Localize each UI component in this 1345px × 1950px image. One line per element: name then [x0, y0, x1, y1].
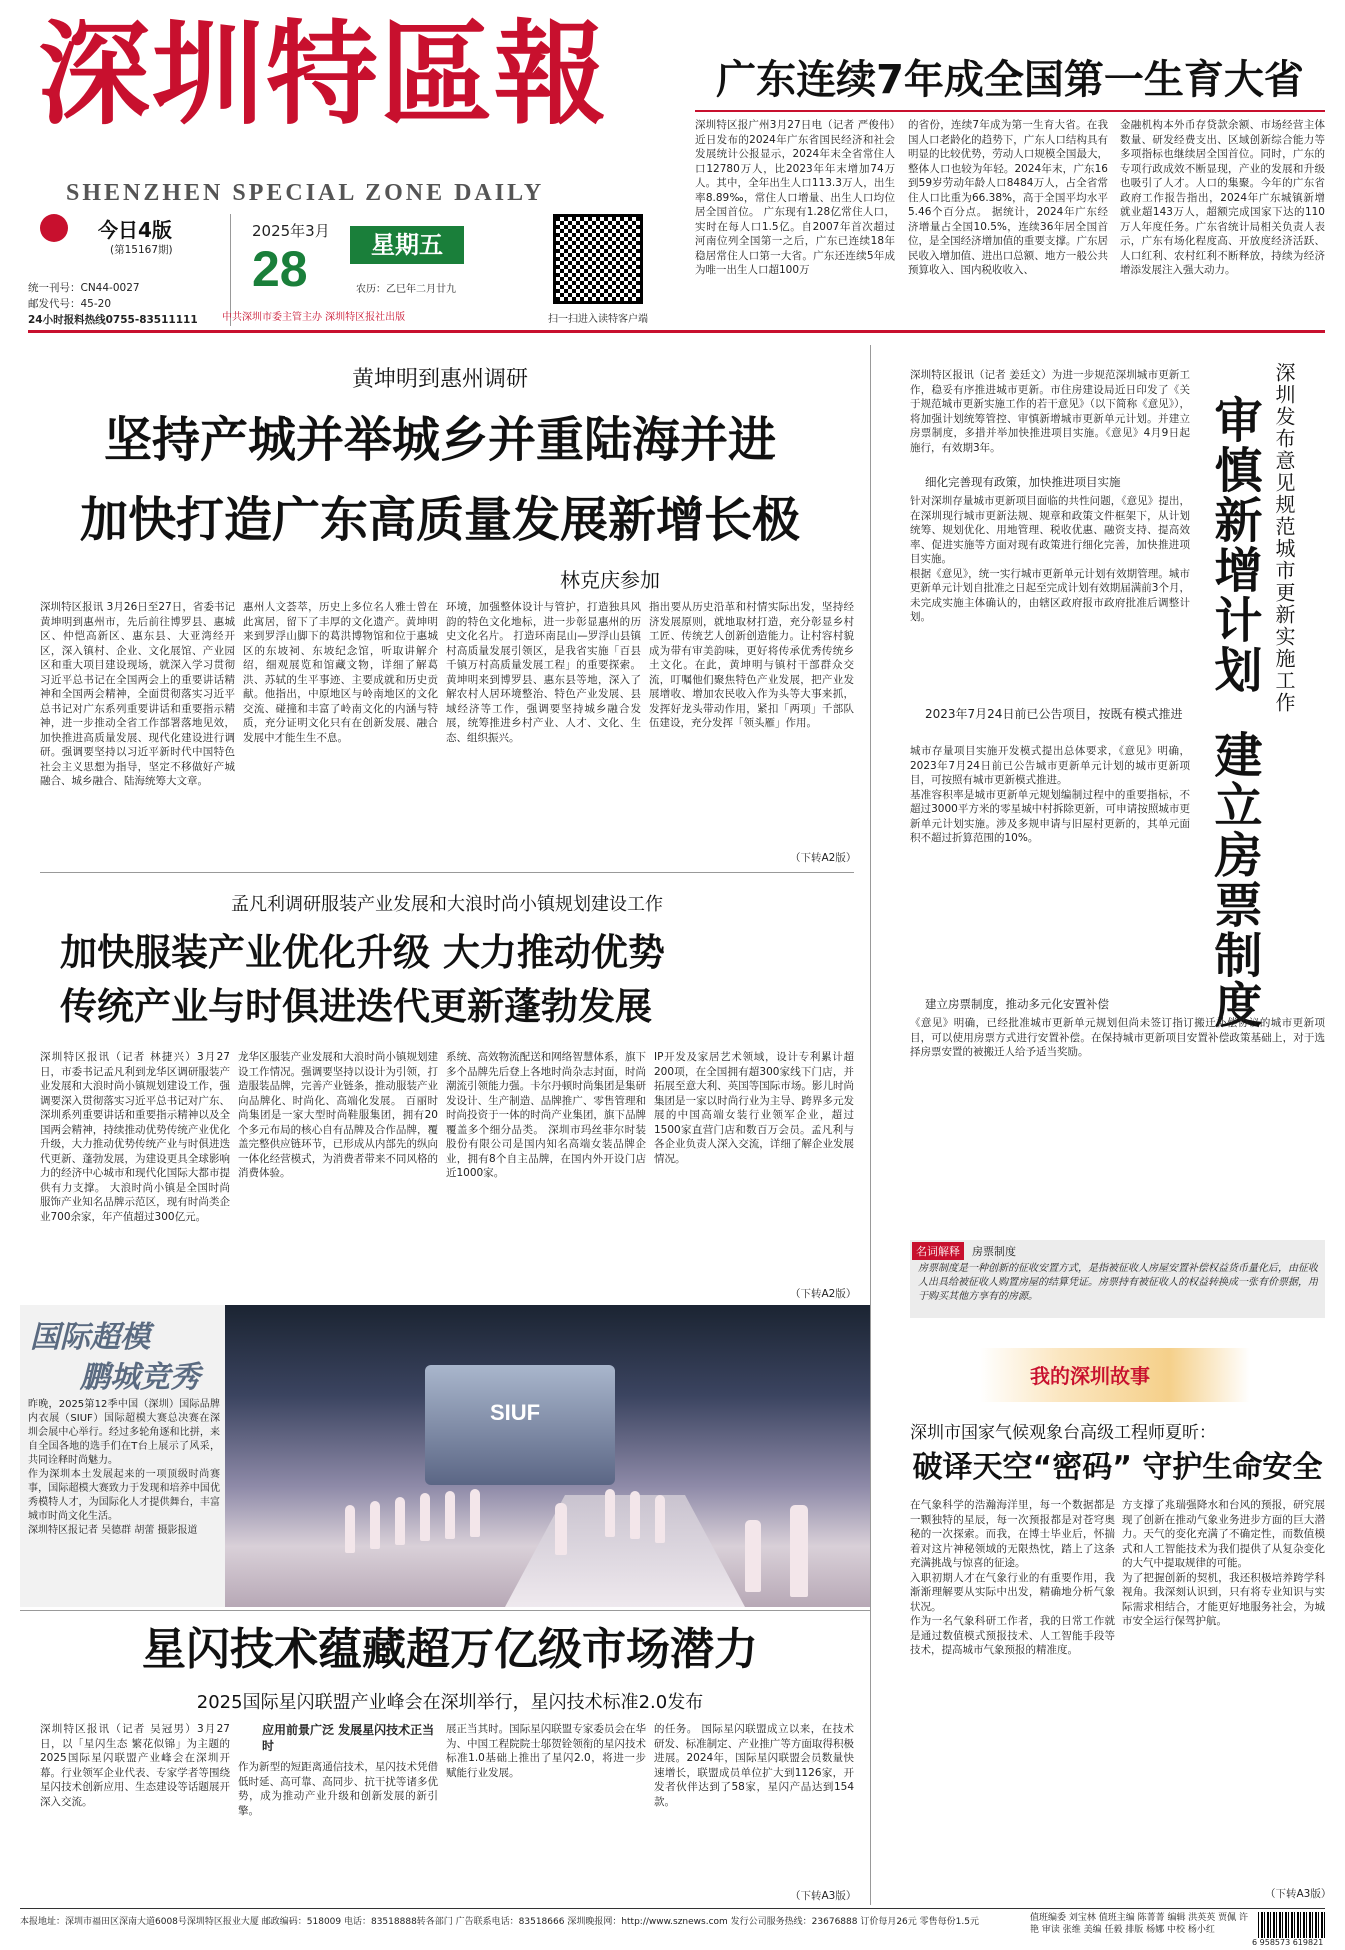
photo-feature-title-1: 国际超模	[30, 1320, 150, 1355]
right-vertical-headline-1: 审慎新增计划	[1206, 395, 1262, 695]
lead-byline: 林克庆参加	[560, 568, 660, 592]
sponsor-line: 中共深圳市委主管主办 深圳特区报社出版	[222, 312, 406, 323]
date-year-month: 2025年3月	[252, 222, 330, 240]
model-figure	[630, 1491, 640, 1539]
lead-col1: 深圳特区报讯 3月26日至27日，省委书记黄坤明到惠州市，先后前往博罗县、惠城区、仲恺高新区、惠东县、大亚湾经开区，深入镇村、企业、文化展馆、产业园区和重大项目建设现场，就深入学习贯彻习近平总书记在全国两会上的重要讲话精神和全国两会精神，全面贯彻落实习近平总书记对广东系列重要讲话和重要指示精神，进一步推动全省工作部署落地见效，加快推进高质量发展、现代化建设进行调研。强调要坚持以习近平新时代中国特色社会主义思想为指导，坚定不移做好产城融合、城乡融合、陆海统筹大文章。	[40, 601, 235, 787]
model-figure	[370, 1501, 380, 1549]
hotline: 24小时报料热线0755-83511111	[28, 314, 198, 326]
post-code: 邮发代号：45-20	[28, 298, 112, 310]
right-intro: 深圳特区报讯（记者 姜廷文）为进一步规范深圳城市更新工作，稳妥有序推进城市更新。市住房建设局近日印发了《关于规范城市更新实施工作的若干意见》（以下简称《意见》），将加强计划统筹管控、审慎新增城市更新单元计划。并建立房票制度，多措并举加快推进项目实施。《意见》4月9日起施行，有效期3年。	[910, 369, 1190, 454]
bottom-col3: 展正当其时。国际星闪联盟专家委员会在华为、中国工程院院士邬贺铨领衔的星闪技术标准1.0基础上推出了星闪2.0，将进一步赋能行业发展。	[446, 1723, 646, 1779]
lead-col2: 惠州人文荟萃，历史上多位名人雅士曾在此寓居，留下了丰厚的文化遗产。黄坤明来到罗浮山脚下的葛洪博物馆和位于惠城区的东坡祠、东坡纪念馆，听取讲解介绍，细观展览和馆藏文物，详细了解葛洪、苏轼的生平事迹、主要成就和历史贡献。他指出，中原地区与岭南地区的文化交流、碰撞和丰富了岭南文化的内涵与特质，充分证明文化只有在创新发展、融合发展中才能生生不息。	[243, 601, 438, 744]
qr-code-icon	[553, 214, 643, 304]
second-headline-1: 加快服装产业优化升级 大力推动优势	[60, 931, 665, 974]
bottom-col4: 的任务。 国际星闪联盟成立以来，在技术研发、标准制定、产业推广等方面取得积极进展。2024年，国际星闪联盟会员数量快速增长，联盟成员单位扩大到1126家，开发者伙伴达到了58家，星闪产品达到154款。	[654, 1723, 854, 1808]
term-label: 名词解释	[912, 1242, 964, 1260]
model-figure	[655, 1495, 665, 1543]
second-col3: 系统、高效物流配送和网络智慧体系，旗下多个品牌先后登上各地时尚杂志封面，时尚潮流引领能力强。卡尔丹顿时尚集团是集研发设计、生产制造、品牌推广、零售管理和时尚投资于一体的时尚产业集团，旗下品牌覆盖多个细分品类。 深圳市玛丝菲尔时装股份有限公司是国内知名高端女装品牌企业，拥有8个自主品牌，在国内外开设门店近1000家。	[446, 1051, 646, 1179]
second-col4: IP开发及家居艺术领域，设计专利累计超200项，在全国拥有超300家线下门店，并拓展至意大利、英国等国际市场。影儿时尚集团是一家以时尚行业为主导、跨界多元发展的中国高端女装行业领军企业，超过1500家直营门店和数百万会员。孟凡利与各企业负责人深入交流，详细了解企业发展情况。	[654, 1051, 854, 1165]
my-story-banner-text: 我的深圳故事	[1030, 1364, 1150, 1388]
model-figure	[790, 1505, 808, 1597]
footer-address: 本报地址：深圳市福田区深南大道6008号深圳特区报业大厦 邮政编码：518009 电话：83518888转各部门 广告联系电话：83518666 深圳晚报网：http://www.sznews.com 发行公司服务热线：23676888 订价每月26元 零售每份1.5元	[20, 1917, 979, 1927]
lead-headline-2: 加快打造广东高质量发展新增长极	[79, 492, 800, 548]
right-sub1: 细化完善现有政策，加快推进项目实施	[925, 475, 1121, 489]
lead-kicker: 黄坤明到惠州调研	[351, 367, 528, 392]
top-story-col2: 的省份，连续7年成为第一生育大省。在我国人口老龄化的趋势下，广东人口结构具有明显的比较优势，劳动人口规模全国最大，整体人口也较为年轻。2024年末，广东16到59岁劳动年龄人口8484万人，占全省常住人口比重为66.38%，高于全国平均水平5.46个百分点。 据统计，2024年广东经济增量占全国10.5%，连续36年居全国首位，是全国经济增加值的重要支撑。广东居民收入增加值、进出口总额、地方一般公共预算收入、国内税收收入、	[908, 119, 1108, 276]
model-figure	[470, 1489, 480, 1537]
bottom-col2-head: 应用前景广泛 发展星闪技术正当时	[262, 1723, 435, 1753]
stage-logo: SIUF	[490, 1400, 541, 1425]
top-headline: 广东连续7年成全国第一生育大省	[716, 57, 1304, 103]
second-kicker: 孟凡利调研服装产业发展和大浪时尚小镇规划建设工作	[231, 894, 663, 915]
issue-number: (第15167期)	[110, 244, 173, 256]
masthead-rule	[28, 330, 1325, 333]
second-jump: （下转A2版）	[790, 1288, 857, 1300]
barcode-icon	[1258, 1912, 1325, 1938]
bottom-col1: 深圳特区报讯（记者 吴冠男）3月27日，以「星闪生态 繁花似锦」为主题的2025国际星闪联盟产业峰会在深圳开幕。行业领军企业代表、专家学者等围绕星闪技术创新应用、生态建设等话题展开深入交流。	[40, 1723, 230, 1808]
my-story-col2: 方支撑了兆瑞强降水和台风的预报，研究展现了创新在推动气象业务进步方面的巨大潜力。天气的变化充满了不确定性，而数值模式和人工智能技术为我们提供了从复杂变化的大气中提取规律的可能。 为了把握创新的契机，我还积极培养跨学科视角。我深刻认识到，只有将专业知识与实际需求相结合，才能更好地服务社会，为城市安全运行保驾护航。	[1122, 1499, 1325, 1627]
right-p2: 城市存量项目实施开发模式提出总体要求，《意见》明确，2023年7月24日前已公告城市更新单元计划的城市更新项目，可按照有城市更新模式推进。 基准容积率是城市更新单元规划编制过程中的重要指标，不超过3000平方米的零星城中村拆除更新，可申请按照城市更新单元计划实施。涉及多规申请与旧屋村更新的，其单元面积不超过折算范围的10%。	[910, 745, 1190, 844]
lead-divider	[40, 872, 854, 873]
model-figure	[345, 1505, 355, 1553]
photo-divider	[20, 1610, 870, 1611]
edition-today: 今日4版	[98, 218, 172, 242]
term-text: 房票制度是一种创新的征收安置方式，是指被征收人房屋安置补偿权益货币量化后，由征收人出具给被征收人购置房屋的结算凭证。房票持有被征收人的权益转换成一张有价票据，用于购买其他方享有的房源。	[918, 1263, 1318, 1302]
right-sub3: 建立房票制度，推动多元化安置补偿	[925, 997, 1109, 1011]
lead-headline-1: 坚持产城并举城乡并重陆海并进	[103, 412, 776, 468]
bottom-subhead: 2025国际星闪联盟产业峰会在深圳举行，星闪技术标准2.0发布	[196, 1692, 704, 1713]
lead-col3: 环境，加强整体设计与管护，打造独具风韵的特色文化地标，进一步彰显惠州的历史文化名片。 打造环南昆山—罗浮山县镇村高质量发展引领区，是我省实施「百县千镇万村高质量发展工程」的重要探索。黄坤明来到博罗县、惠东县等地，深入了解农村人居环境整治、特色产业发展、县域经济等工作，强调要坚持城乡融合发展，统筹推进乡村产业、人才、文化、生态、组织振兴。	[446, 601, 641, 744]
date-day: 28	[252, 241, 308, 297]
footer-editors: 值班编委 刘宝林 值班主编 陈菁菁 编辑 洪英英 贾佩 许艳 审读 张维 美编 任毅 排版 杨娜 中校 杨小红	[1030, 1913, 1249, 1935]
second-col1: 深圳特区报讯（记者 林捷兴）3月27日，市委书记孟凡利到龙华区调研服装产业发展和大浪时尚小镇规划建设工作，强调要深入贯彻落实习近平总书记对广东、深圳系列重要讲话和重要指示精神以及全国两会精神，持续推动优势传统产业优化升级，大力推动优势传统产业与时俱进迭代更新、蓬勃发展，为建设更具全球影响力的经济中心城市和现代化国际大都市提供有力支撑。 大浪时尚小镇是全国时尚服饰产业知名品牌示范区，现有时尚类企业700余家，年产值超过300亿元。	[40, 1051, 230, 1223]
runway-photo	[225, 1305, 870, 1607]
masthead-english: SHENZHEN SPECIAL ZONE DAILY	[66, 180, 545, 206]
photo-feature-title-2: 鹏城竞秀	[80, 1360, 200, 1395]
model-figure	[420, 1493, 430, 1541]
model-figure	[445, 1491, 455, 1539]
weekday-box: 星期五	[350, 226, 464, 264]
model-figure	[745, 1520, 761, 1592]
my-story-jump: （下转A3版）	[1265, 1888, 1332, 1900]
footer-rule	[20, 1908, 1325, 1909]
photo-feature-caption: 昨晚，2025第12季中国（深圳）国际品牌内衣展（SIUF）国际超模大赛总决赛在深圳会展中心举行。经过多轮角逐和比拼，来自全国各地的选手们在T台上展示了风采，共同诠释时尚魅力。 作为深圳本土发展起来的一项顶级时尚赛事，国际超模大赛致力于发现和培养中国优秀模特人才，为国际化人才提供舞台，丰富城市时尚文化生活。 深圳特区报记者 吴德群 胡蕾 摄影报道	[28, 1399, 220, 1536]
right-p1: 针对深圳存量城市更新项目面临的共性问题，《意见》提出，在深圳现行城市更新法规、规章和政策文件框架下，从计划统筹、规划优化、用地管理、税收优惠、融资支持、提高效率、促进实施等方面对现有政策进行细化完善，加快推进项目实施。 根据《意见》，统一实行城市更新单元计划有效期管理。城市更新单元计划自批准之日起至完成计划有效期届满前3个月，未完成实施主体确认的，由辖区政府报市政府批准后调整计划。	[910, 495, 1190, 623]
qr-label: 扫一扫进入读特客户端	[548, 314, 648, 325]
model-figure	[605, 1489, 615, 1537]
term-title: 房票制度	[972, 1245, 1016, 1258]
masthead-title: 深圳特區報	[38, 9, 608, 140]
right-vertical-headline-2: 建立房票制度	[1206, 730, 1262, 1030]
my-story-kicker: 深圳市国家气候观象台高级工程师夏昕：	[910, 1423, 1216, 1443]
bottom-col2: 作为新型的短距离通信技术，星闪技术凭借低时延、高可靠、高同步、抗干扰等诸多优势，成为推动产业升级和创新发展的新引擎。	[238, 1761, 438, 1817]
model-figure	[395, 1497, 405, 1545]
bottom-jump: （下转A3版）	[790, 1890, 857, 1902]
second-headline-2: 传统产业与时俱进迭代更新蓬勃发展	[60, 985, 652, 1028]
lead-jump: （下转A2版）	[790, 852, 857, 864]
lunar-date: 农历：乙巳年二月廿九	[356, 284, 456, 295]
top-rule	[695, 110, 1325, 112]
second-col2: 龙华区服装产业发展和大浪时尚小镇规划建设工作情况。强调要坚持以设计为引领，打造服装品牌，完善产业链条，推动服装产业向品牌化、时尚化、高端化发展。 百丽时尚集团是一家大型时尚鞋服集团，拥有20个多元布局的核心自有品牌及合作品牌，覆盖完整供应链环节，已形成从内部先的纵向一体化经营模式，为消费者带来不同风格的消费体验。	[238, 1051, 438, 1179]
right-sub2: 2023年7月24日前已公告项目，按既有模式推进	[925, 707, 1183, 721]
right-p3: 《意见》明确，已经批准城市更新单元规划但尚未签订指订搬迁补偿协议的城市更新项目，可以使用房票方式进行安置补偿。在保持城市更新项目安置补偿政策基础上，对于选择房票安置的被搬迁人给予适当奖励。	[910, 1017, 1325, 1058]
model-figure	[555, 1503, 567, 1555]
column-divider	[870, 345, 871, 1905]
logo-badge-icon	[40, 214, 68, 242]
my-story-col1: 在气象科学的浩瀚海洋里，每一个数据都是一颗独特的星辰，每一次预报都是对苍穹奥秘的一次探索。而我，在博士毕业后，怀揣着对这片神秘领域的无限热忱，踏上了这条充满挑战与惊喜的征途。 入职初期人才在气象行业的有重要作用，我渐渐理解要从实际中出发，精确地分析气象状况。 作为一名气象科研工作者，我的日常工作就是通过数值模式预报技术、人工智能手段等技术，提高城市气象预报的精准度。	[910, 1499, 1115, 1656]
barcode-number: 6 958573 619821	[1252, 1938, 1324, 1947]
cn-code: 统一刊号：CN44-0027	[28, 282, 140, 294]
my-story-headline: 破译天空“密码” 守护生命安全	[912, 1450, 1323, 1485]
bottom-headline: 星闪技术蕴藏超万亿级市场潜力	[142, 1624, 758, 1675]
right-vertical-kicker: 深圳发布意见规范城市更新实施工作	[1272, 362, 1296, 714]
runway	[505, 1495, 745, 1607]
lead-col4: 指出要从历史沿革和村情实际出发，坚持经济发展原则，就地取材打造，充分彰显乡村工匠、传统艺人创新创造能力。让村容村貌成为带有审美韵味，更好将传承优秀传统乡土文化。在此，黄坤明与镇村干部群众交流，叮嘱他们聚焦特色产业发展，把产业发展增收、增加农民收入作为头等大事来抓，发挥好龙头带动作用，紧扣「两项」千部队伍建设，充分发挥「领头雁」作用。	[649, 601, 854, 729]
top-story-col3: 金融机构本外币存贷款余额、市场经营主体数量、研发经费支出、区域创新综合能力等多项指标也继续居全国首位。同时，广东的专项行政成效不断显现，产业的发展和升级也吸引了人才。人口的集聚。今年的广东省政府工作报告指出，2024年广东城镇新增就业超143万人，超额完成国家下达的110万人年度任务。广东省统计局相关负责人表示，广东有场化程度高、开放度经济活跃、人口红利、农村红利不断释放，持续为经济增添发展注入强大动力。	[1120, 119, 1325, 276]
top-story-col1: 深圳特区报广州3月27日电（记者 严俊伟）近日发布的2024年广东省国民经济和社会发展统计公报显示，2024年末全省常住人口12780万人，比2023年年末增加74万人。其中，全年出生人口113.3万人，出生率8.89‰，常住人口增量、出生人口均位居全国首位。 广东现有1.28亿常住人口，实时在每人口1.5亿。自2007年首次超过河南位列全国第一之后，广东已连续18年稳居常住人口第一大省。广东还连续5年成为唯一出生人口超100万	[695, 119, 895, 276]
